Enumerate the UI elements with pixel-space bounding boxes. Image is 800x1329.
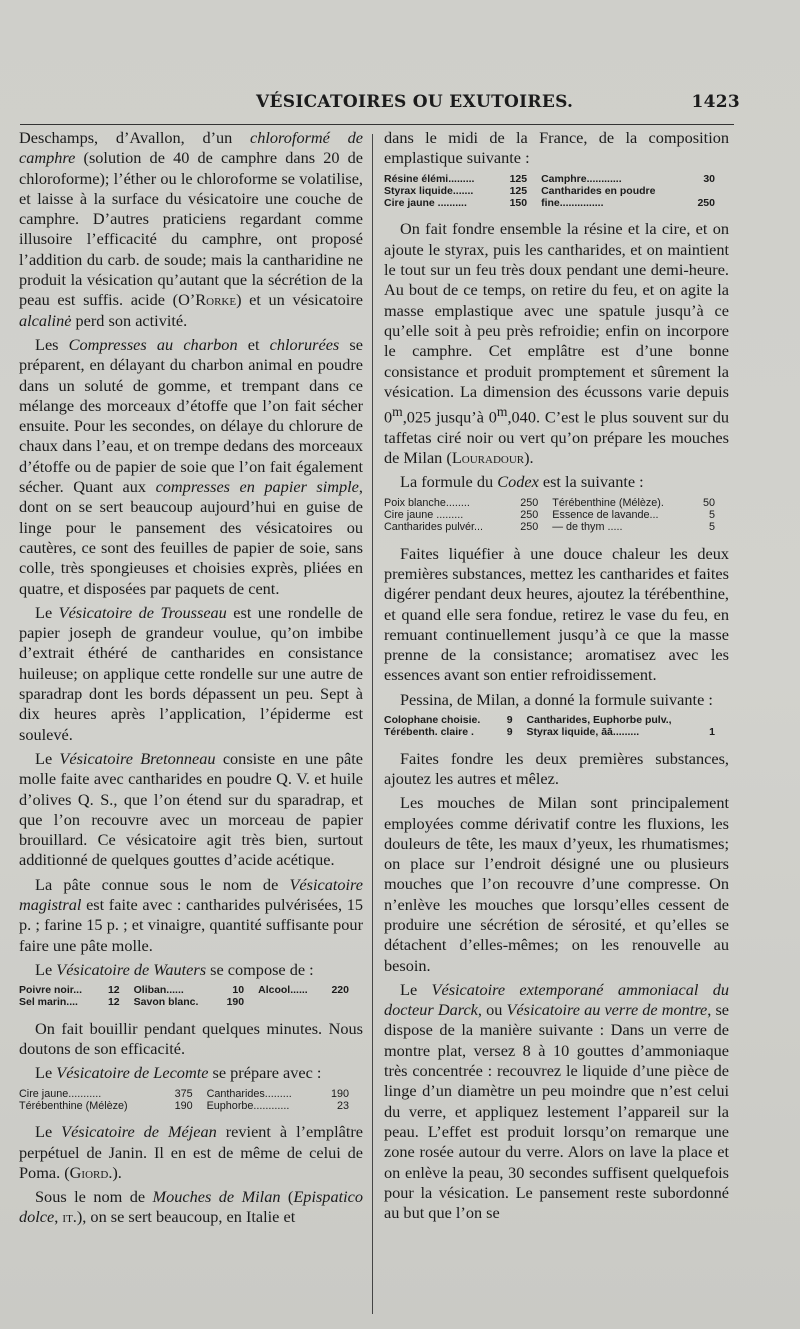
paragraph: Les Compresses au charbon et chlorurées se préparent, en délayant du charbon animal en poudre dans un soluté de gomme, et trempant dans ce mélange des morceaux d’étoffe que l’on fait sécher ensuite. Pour les secondes, on délaye du chlorure de chaux dans l’eau, et on trempe dedans des morceaux d’étoffe ou de papier de soie que l’on fait également sécher. Quant aux compresses en papier simple, dont on se sert beaucoup aujourd’hui en guise de linge pour le pansement des vésicatoires ou cautères, ce sont des feuilles de papier de soie, sans colle, très spongieuses et choisies exprès, pliées en quatre, et disposées par paquets de cent.: [19, 334, 363, 598]
paragraph: Le Vésicatoire de Wauters se compose de :: [35, 959, 314, 979]
recipe-row: Térébenthine (Mélèze) 190 Euphorbe............ 23: [19, 1099, 349, 1112]
recipe-codex: [384, 497, 729, 534]
paragraph: Deschamps, d’Avallon, d’un chloroformé de camphre (solution de 40 de camphre dans 20 de chloroforme); l’éther ou le chloroforme se volatilise, et laisse à la surface du vésicatoire une couche de camphre. D’autres praticiens regardant comme illusoire l’efficacité du camphre, ont proposé l’addition du carb. de soude; mais la cantharidine ne produit la vésication qu’autant que la sécrétion de la peau est suffis. acide (O’Rorke) et un vésicatoire alcalinė perd son activité.: [19, 128, 363, 330]
paragraph: La pâte connue sous le nom de Vésicatoire magistral est faite avec : cantharides pulvérisées, 15 p. ; farine 15 p. ; et vinaigre, quantité suffisante pour faire une pâte molle.: [19, 874, 363, 955]
header-rule: [20, 124, 734, 125]
page-number: 1423: [691, 92, 740, 112]
recipe-row: Sel marin.... 12 Savon blanc. 190: [19, 996, 245, 1009]
recipe-pessina: [384, 714, 729, 739]
running-title: VÉSICATOIRES OU EXUTOIRES.: [256, 92, 574, 112]
paragraph: On fait fondre ensemble la résine et la cire, et on ajoute le styrax, puis les cantharides, et on maintient le tout sur un feu très doux pendant une demi-heure. Au bout de ce temps, on retire du feu, et on agite la masse emplastique avec une spatule jusqu’à ce qu’elle soit à peu près refroidie; enfin on incorpore le camphre. Cet emplâtre est d’une bonne consistance et produit promptement et sûrement la vésication. La dimension des écussons varie depuis 0$^m$,025 jusqu’à 0$^m$,040. C’est le plus souvent sur du taffetas ciré noir ou vert qu’on prépare les mouches de Milan (Louradour).: [384, 219, 730, 468]
paragraph: On fait bouillir pendant quelques minutes. Nous doutons de son efficacité.: [19, 1018, 363, 1059]
paragraph: Les mouches de Milan sont principalement employées comme dérivatif contre les fluxions, les douleurs de tête, les maux d’yeux, les rhumatismes; on place sur l’endroit désigné une ou plusieurs mouches que l’on recouvre d’une compresse. On n’enlève les mouches que lorsqu’elles cessent de produire une sécrétion de sérosité, et qu’elles se détachent d’elles-mêmes; on les renouvelle au besoin.: [384, 793, 729, 975]
recipe-wauters: [19, 984, 363, 1009]
left-column: [19, 128, 363, 1232]
page-header: [20, 92, 740, 118]
recipe-row: Colophane choisie. 9 Cantharides, Euphorbe pulv.,: [384, 714, 672, 727]
paragraph: Le Vésicatoire de Lecomte se prépare avec :: [35, 1063, 322, 1083]
paragraph: Le Vésicatoire de Trousseau est une rondelle de papier joseph de grandeur voulue, qu’on imbibe d’extrait éthéré de cantharides en consistance huileuse; on applique cette rondelle sur une autre de sparadrap dont les bords dépassent un peu. Sept à dix heures après l’application, l’épiderme est soulevé.: [19, 602, 363, 744]
recipe-lecomte: [19, 1088, 363, 1113]
recipe-row: Térébenth. claire . 9 Styrax liquide, āā......... 1: [384, 726, 715, 739]
right-column: [384, 128, 729, 1227]
recipe-row: Cantharides pulvér... 250 — de thym ..... 5: [384, 521, 715, 534]
recipe-row: Résine élémi......... 125 Camphre............ 30: [384, 172, 715, 185]
recipe-row: Cire jaune .......... 150 fine............... 250: [384, 197, 715, 210]
paragraph: Le Vésicatoire Bretonneau consiste en une pâte molle faite avec cantharides en poudre Q. V. et huile d’olives Q. S., que l’on étend sur du sparadrap, et que l’on recouvre avec un morceau de papier brouillard. Ce vésicatoire agit très bien, surtout additionné de quelques gouttes d’acide acétique.: [19, 748, 363, 870]
paragraph: dans le midi de la France, de la composition emplastique suivante :: [384, 128, 729, 168]
paragraph: Le Vésicatoire extemporané ammoniacal du docteur Darck, ou Vésicatoire au verre de montre, se dispose de la manière suivante : Dans un verre de montre plat, versez 8 à 10 gouttes d’ammoniaque très concentrée : recouvrez le liquide d’une pièce de linge d’un diamètre un peu moindre que n’est celui du verre, et appliquez lestement l’appareil sur la peau. L’effet est produit lorsqu’on remarque une zone rosée autour du verre. Alors on lave la place et on enlève la peau, 30 secondes suffisent quelquefois pour la vésication. Le pansement reste subordonné au but que l’on se: [384, 979, 730, 1223]
paragraph: Faites liquéfier à une douce chaleur les deux premières substances, mettez les cantharides et faites digérer pendant deux heures, ajoutez la térébenthine, et quand elle sera fondue, retirez le vase du feu, en remuant continuellement jusqu’à ce que la masse prenne de la consistance; aromatisez avec les essences avant son entier refroidissement.: [384, 543, 729, 685]
paragraph: La formule du Codex est la suivante :: [400, 472, 644, 492]
recipe-row: Cire jaune........... 375 Cantharides......... 190: [19, 1087, 349, 1100]
recipe-row: Cire jaune ......... 250 Essence de lavande... 5: [384, 509, 715, 522]
paragraph: Sous le nom de Mouches de Milan (Epispatico dolce, it.), on se sert beaucoup, en Italie et: [19, 1187, 363, 1227]
recipe-row: Styrax liquide....... 125 Cantharides en poudre: [384, 184, 656, 197]
column-divider: [372, 134, 373, 1314]
paragraph: Pessina, de Milan, a donné la formule suivante :: [400, 689, 713, 709]
paragraph: Faites fondre les deux premières substances, ajoutez les autres et mêlez.: [384, 748, 729, 788]
recipe-row: Poivre noir... 12 Oliban...... 10 Alcool...... 220: [19, 984, 349, 997]
recipe-mouches-de-milan: [384, 173, 729, 210]
paragraph: Le Vésicatoire de Méjean revient à l’emplâtre perpétuel de Janin. Il en est de même de celui de Poma. (Giord.).: [19, 1122, 363, 1182]
recipe-row: Poix blanche........ 250 Térébenthine (Mélèze). 50: [384, 496, 715, 509]
